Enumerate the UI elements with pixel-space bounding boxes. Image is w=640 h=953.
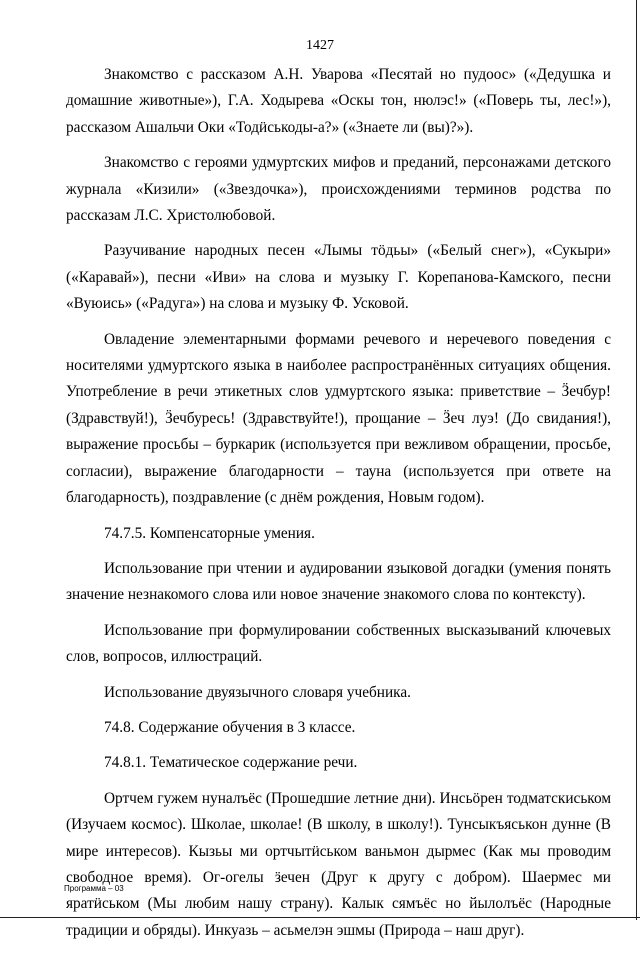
paragraph-myths: Знакомство с героями удмуртских мифов и преданий, персонажами детского журнала «Кизили» («Звездочка»), происхождениями терминов родства по рассказам Л.С. Христолюбовой. — [66, 154, 611, 225]
paragraph-keywords: Использование при формулировании собственных высказываний ключевых слов, вопросов, иллюстраций. — [66, 621, 611, 666]
heading-compensatory-skills: 74.7.5. Компенсаторные умения. — [104, 524, 315, 542]
paragraph-guessing: Использование при чтении и аудировании языковой догадки (умения понять значение незнакомого слова или новое значение знакомого слова по контексту). — [66, 559, 611, 604]
paragraph-dictionary: Использование двуязычного словаря учебника. — [104, 683, 411, 701]
scan-edge-bottom — [0, 917, 640, 918]
paragraph-songs: Разучивание народных песен «Лымы тӧдьы» («Белый снег»), «Сукыри» («Каравай»), песни «Иви» на слова и музыку Г. Корепанова-Камского, песни «Вуюись» («Радуга») на слова и музыку Ф. Усковой. — [66, 242, 611, 313]
body-text — [66, 62, 611, 953]
footer-label: Программа – 03 — [64, 884, 124, 893]
heading-thematic-content: 74.8.1. Тематическое содержание речи. — [104, 754, 358, 772]
scan-edge-right — [636, 0, 637, 920]
paragraph-uvarov: Знакомство с рассказом А.Н. Уварова «Песятай но пудоос» («Дедушка и домашние животные»), Г.А. Ходырева «Оскы тон, нюлэс!» («Поверь ты, лес!»), рассказом Ашальчи Оки «Тодӥськоды-а?» («Знаете ли (вы)?»). — [66, 66, 611, 136]
page-number: 1427 — [306, 38, 334, 53]
heading-grade-3: 74.8. Содержание обучения в 3 классе. — [104, 718, 356, 736]
paragraph-topics: Ортчем гужем нуналъёс (Прошедшие летние дни). Инсьӧрен тодматскиськом (Изучаем космос). Школае, школае! (В школу, в школу!). Тунсыкъяськон дунне (В мире интересов). Кызьы ми ортчытӥськом ваньмон дырмес (Как мы проводим свободное время). Ог-огелы ӟечен (Друг к другу с добром). Шаермес ми яратӥськом (Мы любим нашу страну). Калык сямъёс но йылолъёс (Народные традиции и обряды). Инкуазь – асьмелэн эшмы (Природа – наш друг). — [66, 789, 611, 939]
paragraph-etiquette: Овладение элементарными формами речевого и неречевого поведения с носителями удмуртского языка в наиболее распространённых ситуациях общения. Употребление в речи этикетных слов удмуртского языка: приветствие – Ӟечбур! (Здравствуй!), Ӟечбуресь! (Здравствуйте!), прощание – Ӟеч луэ! (До свидания!), выражение просьбы – буркарик (используется при вежливом обращении, просьбе, согласии), выражение благодарности – тауна (используется при ответе на благодарность), поздравление (с днём рождения, Новым годом). — [66, 330, 611, 507]
